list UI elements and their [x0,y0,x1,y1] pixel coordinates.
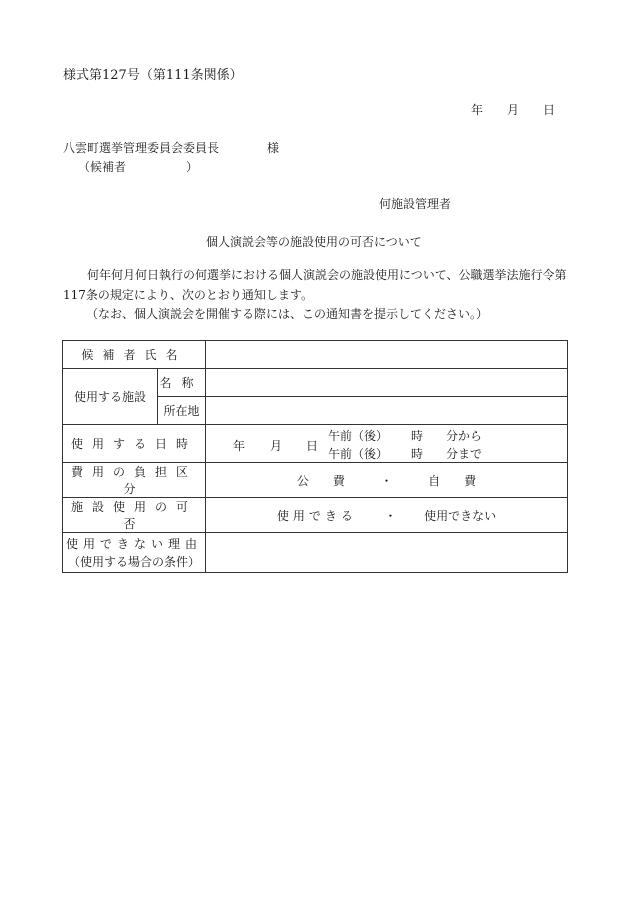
usage-date-value [206,425,568,463]
candidate-line [78,158,198,175]
row-candidate-name [63,341,568,369]
note-text: （なお、個人演説会を開催する際には、この通知書を提示してください。） [86,307,489,321]
facility-name-value [206,369,568,397]
facility-address-label: 所在地 [158,397,206,425]
usage-min-end: 分まで [446,447,483,461]
cost-label: 費用の負担区分 [63,463,206,498]
reason-value [206,533,568,573]
candidate-close: ） [186,160,199,174]
row-permission [63,498,568,533]
row-reason [63,533,568,573]
date-year: 年 [471,103,484,117]
usage-min-start: 分から [446,429,483,443]
form-number: 様式第127号（第111条関係） [63,68,243,83]
issue-date [471,101,555,118]
row-usage-date [63,425,568,463]
reason-label [63,533,206,573]
usage-day: 日 [306,439,319,453]
cost-self: 自 費 [428,473,477,488]
permission-separator: ・ [384,508,397,523]
usage-date-label: 使用する日時 [63,425,206,463]
reason-label-main: 使用できない理由 [66,536,203,551]
usage-ampm-end: 午前（後） [328,447,389,461]
document-subject: 個人演説会等の施設使用の可否について [206,235,422,249]
cost-public: 公 費 [296,473,345,488]
permission-yes: 使用できる [276,508,357,523]
usage-year: 年 [233,439,246,453]
cost-value [206,463,568,498]
body-paragraph: 何年何月何日執行の何選挙における個人演説会の施設使用について、公職選挙法施行令第117条の規定により、次のとおり通知します。 [63,268,567,302]
cost-separator: ・ [380,473,393,488]
row-facility-name [63,369,568,397]
usage-month: 月 [270,439,283,453]
date-day: 日 [543,103,556,117]
facility-label: 使用する施設 [63,369,158,425]
permission-value [206,498,568,533]
permission-label: 施設使用の可否 [63,498,206,533]
notice-table [62,340,568,573]
reason-label-sub: （使用する場合の条件） [68,554,201,569]
addressee-name: 八雲町選挙管理委員会委員長 [63,141,220,155]
usage-hour-end: 時 [411,447,424,461]
permission-no: 使用できない [424,508,497,523]
addressee [63,139,279,156]
facility-address-value [206,397,568,425]
usage-ampm-start: 午前（後） [328,429,389,443]
candidate-name-label: 候補者氏名 [63,341,206,369]
date-month: 月 [507,103,520,117]
candidate-open: （候補者 [78,160,127,174]
row-cost [63,463,568,498]
candidate-name-value [206,341,568,369]
facility-name-label: 名称 [158,369,206,397]
addressee-honorific: 様 [267,141,280,155]
usage-hour-start: 時 [411,429,424,443]
sender: 何施設管理者 [379,197,452,211]
